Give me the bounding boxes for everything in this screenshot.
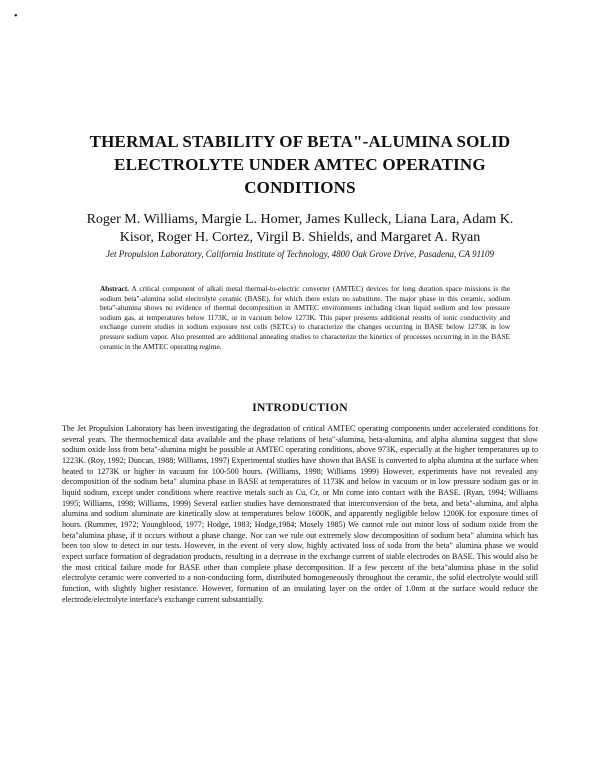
abstract (100, 284, 510, 351)
paper-title: THERMAL STABILITY OF BETA"-ALUMINA SOLID ELECTROLYTE UNDER AMTEC OPERATING CONDITIONS (89, 132, 511, 197)
affiliation: Jet Propulsion Laboratory, California Institute of Technology, 4800 Oak Grove Drive, Pasadena, CA 91109 (106, 249, 494, 259)
corner-mark: • (14, 11, 18, 22)
abstract-label: Abstract. (100, 284, 129, 293)
author-list: Roger M. Williams, Margie L. Homer, James Kulleck, Liana Lara, Adam K. Kisor, Roger H. Cortez, Virgil B. Shields, and Margaret A. Ryan (86, 212, 514, 245)
abstract-text: A critical component of alkali metal thermal-to-electric converter (AMTEC) devices for long duration space missions is the sodium beta"-alumina solid electrolyte ceramic (BASE), for which there exists no substitute. The major phase in this ceramic, sodium beta"-alumina shows no evidence of thermal decomposition in AMTEC environments including clean liquid sodium and low pressure sodium gas, at temperatures below 1173K, or in vacuum below 1273K. This paper presents additional results of ionic conductivity and exchange current studies in sodium exposure test cells (SETCs) to characterize the changes occurring in BASE below 1273K in low pressure sodium vapor. Also presented are additional annealing studies to characterize the kinetics of processes occurring in in the BASE ceramic in the AMTEC operating regime. (100, 284, 511, 351)
section-heading-introduction: INTRODUCTION (252, 402, 348, 414)
introduction-paragraph: The Jet Propulsion Laboratory has been investigating the degradation of critical AMTEC operating components under accelerated conditions for several years. The thermochemical data available and the phase relations of beta"-alumina, beta-alumina, and alpha alumina suggest that slow sodium oxide loss from beta"-alumina might be possible at AMTEC operating conditions, above 973K, especially at the higher temperatures up to 1223K. (Roy, 1992; Duncan, 1988; Williams, 1997) Experimental studies have shown that BASE is converted to alpha alumina at the surface when heated to 1273K or higher in vacuum for 100-500 hours. (Williams, 1998; Williams 1999) However, experiments have not revealed any decomposition of the sodium beta" alumina phase in BASE at temperatures of 1173K and below in vacuum or in low pressure sodium gas or in liquid sodium, except under conditions where reactive metals such as Cu, Cr, or Mn come into contact with the BASE. (Ryan, 1994; Williams 1995; Williams, 1998; Williams, 1999) Several earlier studies have demonstrated that interconversion of the beta, and beta"-alumina, and alpha alumina and sodium aluminate are kinetically slow at temperatures below 1600K, and apparently negligible below 1200K for exposure times of hours. (Rummer, 1972; Youngblood, 1977; Hodge, 1983; Hodge,1984; Mosely 1985) We cannot rule out minor loss of sodium oxide from the beta"alumina phase, if it occurs without a phase change. Nor can we rule out extremely slow decomposition of sodium beta" alumina which has been too slow to detect in our tests. However, in the event of very slow, highly activated loss of soda from the beta" alumina phase we would expect surface formation of degradation products, resulting in a decrease in the exchange current of stable electrodes on BASE. This would also be the most critical failure mode for BASE other than complete phase decomposition. If a few percent of the beta"alumina phase in the solid electrolyte ceramic were converted to a non-conducting form, distributed homogeneously throughout the ceramic, the solid electrolyte would still function, with slightly higher resistance. However, formation of an insulating layer on the order of 1.0nm at the surface would reduce the electrode/electrolyte interface's exchange current substantially. (62, 424, 538, 604)
